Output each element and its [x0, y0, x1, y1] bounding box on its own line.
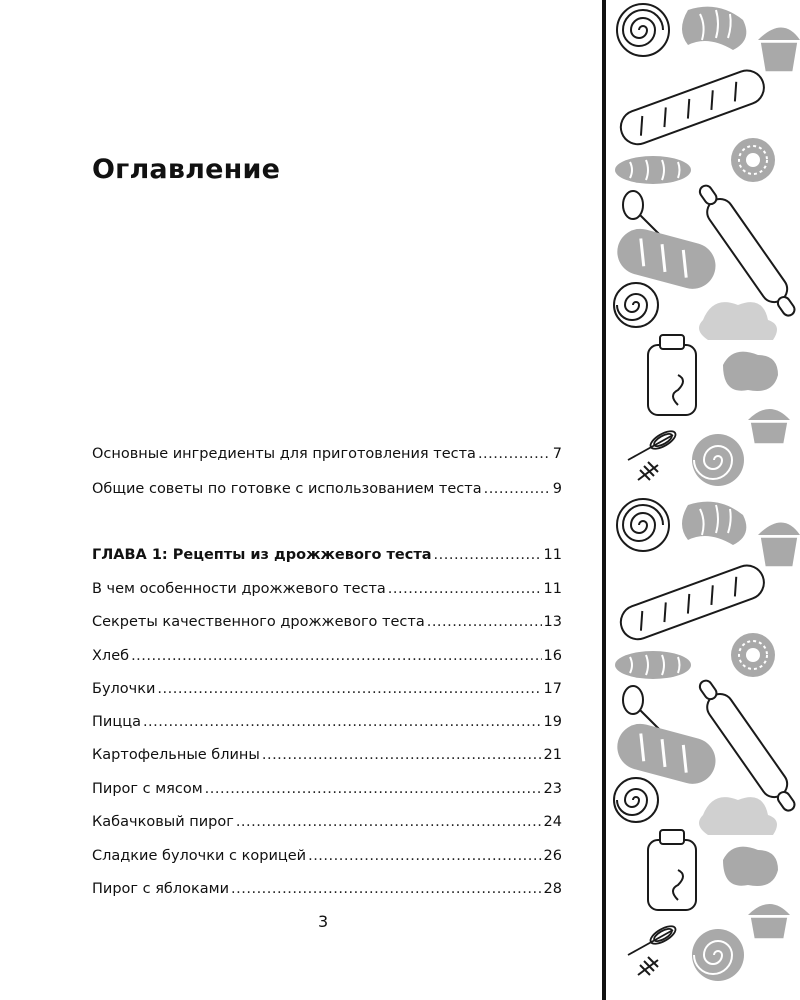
toc-entry-title: Пирог с яблоками — [92, 881, 230, 897]
toc-entry[interactable] — [92, 876, 562, 898]
toc-dot-leader — [236, 813, 542, 831]
toc-dot-leader — [157, 680, 541, 698]
toc-entry-title: Кабачковый пирог — [92, 814, 234, 830]
toc-entry-title: Сладкие булочки с корицей — [92, 848, 307, 864]
toc-entry-page: 13 — [543, 614, 562, 630]
toc-entry-page: 9 — [552, 481, 562, 497]
toc-dot-leader — [205, 780, 542, 798]
toc-dot-leader — [434, 546, 542, 564]
toc-entry-title: Булочки — [92, 681, 156, 697]
toc-entry[interactable] — [92, 609, 562, 631]
toc-entry-page: 11 — [543, 581, 562, 597]
toc-entry-title: Основные ингредиенты для приготовления теста — [92, 446, 476, 462]
toc-entry[interactable] — [92, 776, 562, 798]
toc-entry[interactable] — [92, 709, 562, 731]
toc-chapter-title: ГЛАВА 1: Рецепты из дрожжевого теста — [92, 547, 432, 563]
toc-dot-leader — [427, 613, 542, 631]
toc-entry-title: В чем особенности дрожжевого теста — [92, 581, 386, 597]
toc-chapter-page: 11 — [543, 547, 562, 563]
toc-entry-page: 23 — [543, 781, 562, 797]
toc-dot-leader — [308, 847, 541, 865]
toc-dot-leader — [478, 445, 551, 463]
baking-illustration-border — [602, 0, 800, 1000]
toc-dot-leader — [388, 580, 542, 598]
toc-entry[interactable] — [92, 809, 562, 831]
toc-entry-page: 24 — [543, 814, 562, 830]
toc-entry-page: 28 — [543, 881, 562, 897]
toc-entry[interactable] — [92, 643, 562, 665]
toc-dot-leader — [143, 713, 542, 731]
toc-entry-page: 16 — [543, 648, 562, 664]
toc-dot-leader — [131, 647, 541, 665]
toc-dot-leader — [231, 880, 542, 898]
toc-entry-ingredients[interactable] — [92, 441, 562, 463]
toc-entry[interactable] — [92, 676, 562, 698]
toc-entry-page: 26 — [543, 848, 562, 864]
toc-entry-page: 7 — [552, 446, 562, 462]
toc-entry-title: Пирог с мясом — [92, 781, 203, 797]
page-title: Оглавление — [92, 154, 281, 186]
toc-entry[interactable] — [92, 576, 562, 598]
toc-entry-title: Секреты качественного дрожжевого теста — [92, 614, 425, 630]
toc-entry-title: Картофельные блины — [92, 747, 260, 763]
toc-entry-tips[interactable] — [92, 476, 562, 498]
toc-entry[interactable] — [92, 742, 562, 764]
toc-entry-title: Общие советы по готовке с использованием теста — [92, 481, 482, 497]
toc-entry[interactable] — [92, 843, 562, 865]
toc-dot-leader — [262, 746, 542, 764]
toc-entry-page: 21 — [543, 747, 562, 763]
toc-chapter-1[interactable] — [92, 542, 562, 564]
toc-entry-page: 17 — [543, 681, 562, 697]
toc-entry-page: 19 — [543, 714, 562, 730]
toc-dot-leader — [484, 480, 551, 498]
toc-entry-title: Хлеб — [92, 648, 130, 664]
toc-entry-title: Пицца — [92, 714, 141, 730]
page-number: 3 — [318, 912, 329, 931]
